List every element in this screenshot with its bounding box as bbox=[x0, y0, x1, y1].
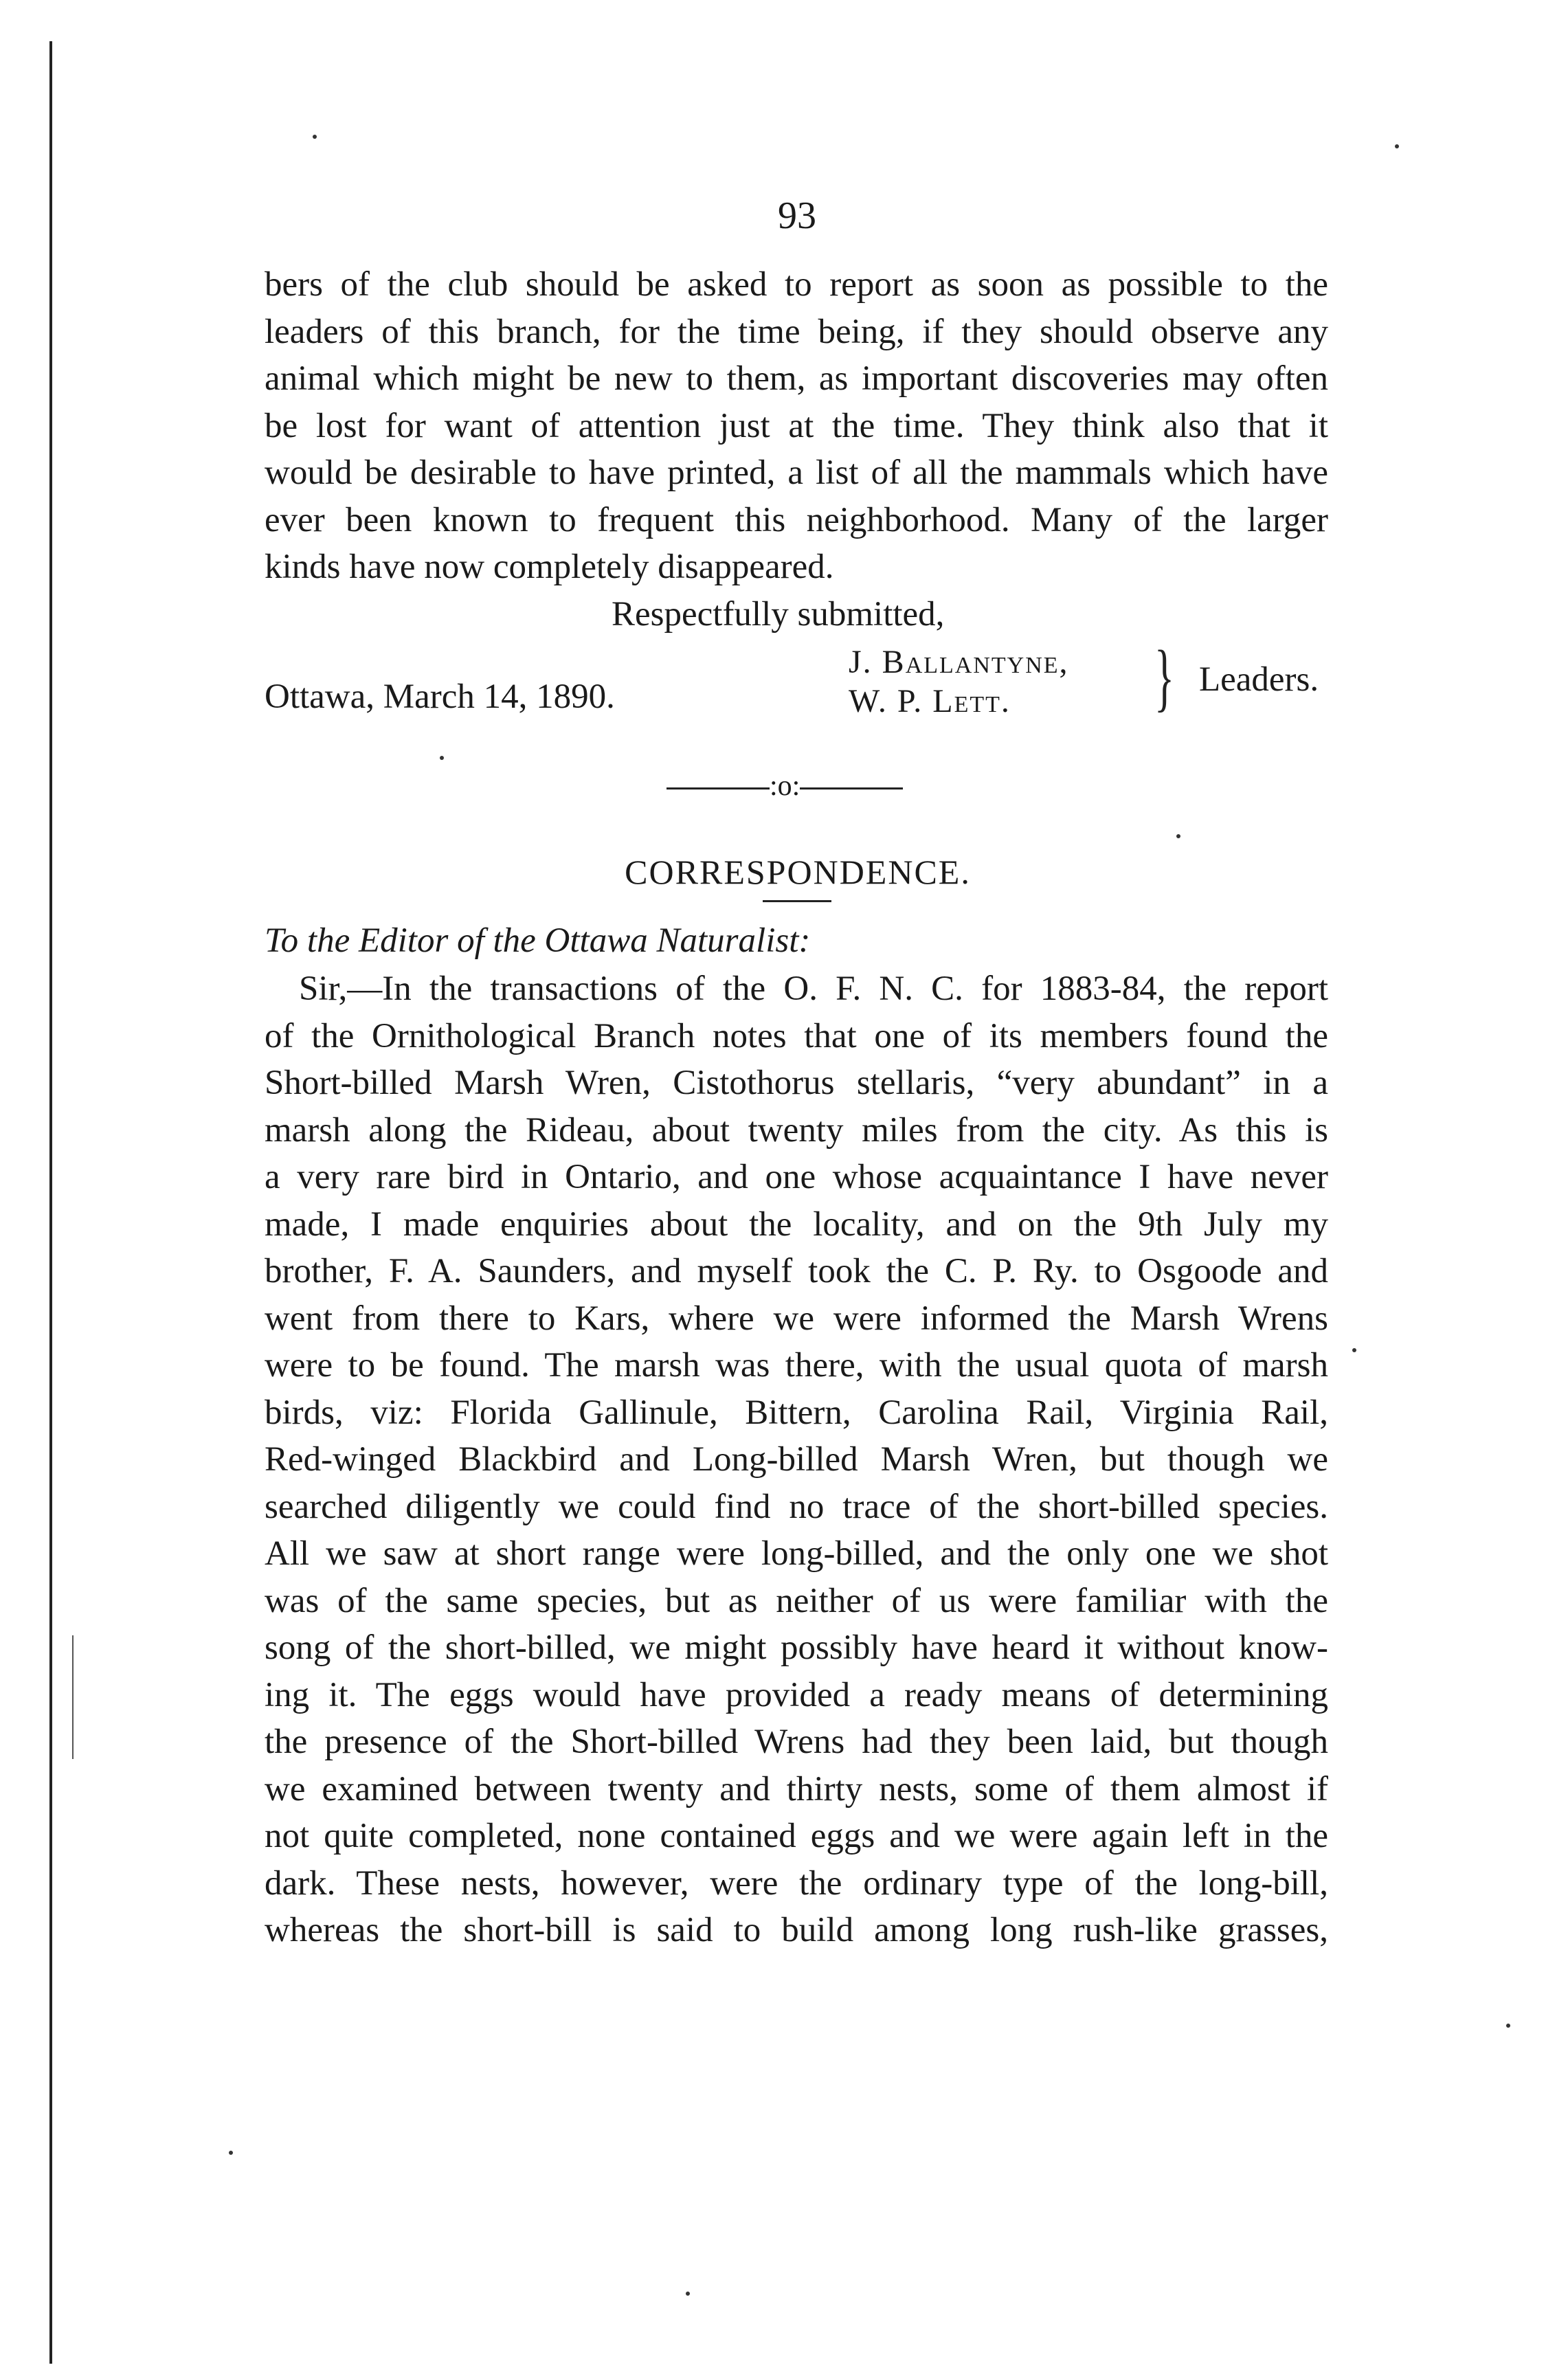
text-line: went from there to Kars, where we were informed the Marsh Wrens bbox=[265, 1299, 1328, 1338]
margin-mark bbox=[72, 1635, 74, 1759]
scan-speck bbox=[440, 756, 444, 760]
divider-rule bbox=[800, 787, 903, 790]
leaders-label: Leaders. bbox=[1199, 660, 1319, 699]
scan-speck bbox=[1176, 834, 1180, 838]
text-line: were to be found. The marsh was there, with the usual quota of marsh bbox=[265, 1346, 1328, 1385]
text-line: dark. These nests, however, were the ordinary type of the long-bill, bbox=[265, 1863, 1328, 1903]
text-line: of the Ornithological Branch notes that one of its members found the bbox=[265, 1016, 1328, 1055]
signatory-name: J. Ballantyne, bbox=[849, 644, 1069, 680]
text-line: birds, viz: Florida Gallinule, Bittern, Carolina Rail, Virginia Rail, bbox=[265, 1393, 1328, 1432]
scan-speck bbox=[1395, 144, 1399, 148]
text-line: not quite completed, none contained eggs and we were again left in the bbox=[265, 1817, 1328, 1855]
heading-rule bbox=[763, 900, 831, 902]
text-line: leaders of this branch, for the time being, if they should observe any bbox=[265, 312, 1328, 351]
text-line: made, I made enquiries about the locality, and on the 9th July my bbox=[265, 1205, 1328, 1244]
text-line: marsh along the Rideau, about twenty miles from the city. As this is bbox=[265, 1110, 1328, 1150]
page-number: 93 bbox=[778, 194, 816, 237]
scan-speck bbox=[1352, 1348, 1356, 1352]
text-line: whereas the short-bill is said to build among long rush-like grasses, bbox=[265, 1911, 1328, 1949]
scan-speck bbox=[313, 135, 317, 139]
section-heading: CORRESPONDENCE. bbox=[625, 853, 971, 891]
text-line: animal which might be new to them, as important discoveries may often bbox=[265, 359, 1328, 398]
text-line: song of the short-billed, we might possibly have heard it without know- bbox=[265, 1628, 1328, 1667]
text-line: searched diligently we could find no trace of the short-billed species. bbox=[265, 1487, 1328, 1526]
scan-speck bbox=[686, 2292, 690, 2296]
text-line: the presence of the Short-billed Wrens had they been laid, but though bbox=[265, 1723, 1328, 1761]
divider-ornament: :o: bbox=[770, 770, 800, 802]
text-line: a very rare bird in Ontario, and one whose acquaintance I have never bbox=[265, 1158, 1328, 1196]
text-line: would be desirable to have printed, a list of all the mammals which have bbox=[265, 453, 1328, 492]
text-line: be lost for want of attention just at the time. They think also that it bbox=[265, 406, 1328, 445]
text-line: Sir,—In the transactions of the O. F. N. C. for 1883-84, the report bbox=[299, 970, 1328, 1008]
text-line: we examined between twenty and thirty nests, some of them almost if bbox=[265, 1769, 1328, 1809]
text-line: ever been known to frequent this neighborhood. Many of the larger bbox=[265, 500, 1328, 539]
binding-edge-line bbox=[49, 41, 52, 2364]
signoff: Respectfully submitted, bbox=[612, 595, 945, 634]
signatory-name: W. P. Lett. bbox=[849, 683, 1011, 719]
divider-rule bbox=[667, 787, 770, 790]
dateline: Ottawa, March 14, 1890. bbox=[265, 678, 615, 716]
text-line: kinds have now completely disappeared. bbox=[265, 548, 834, 586]
signatories bbox=[849, 642, 1069, 721]
text-line: bers of the club should be asked to report as soon as possible to the bbox=[265, 265, 1328, 304]
salutation: To the Editor of the Ottawa Naturalist: bbox=[265, 921, 811, 960]
scan-speck bbox=[229, 2151, 233, 2155]
section-divider bbox=[667, 770, 903, 803]
text-line: Red-winged Blackbird and Long-billed Marsh Wren, but though we bbox=[265, 1440, 1328, 1479]
text-line: All we saw at short range were long-billed, and the only one we shot bbox=[265, 1534, 1328, 1573]
text-line: brother, F. A. Saunders, and myself took the C. P. Ry. to Osgoode and bbox=[265, 1252, 1328, 1290]
text-line: Short-billed Marsh Wren, Cistothorus stellaris, “very abundant” in a bbox=[265, 1064, 1328, 1102]
text-line: was of the same species, but as neither of us were familiar with the bbox=[265, 1581, 1328, 1620]
text-line: ing it. The eggs would have provided a ready means of determining bbox=[265, 1675, 1328, 1714]
letter-body bbox=[265, 965, 1328, 1954]
continuation-paragraph bbox=[265, 261, 1328, 591]
brace-symbol: } bbox=[1154, 635, 1175, 719]
scan-speck bbox=[1506, 2024, 1510, 2028]
